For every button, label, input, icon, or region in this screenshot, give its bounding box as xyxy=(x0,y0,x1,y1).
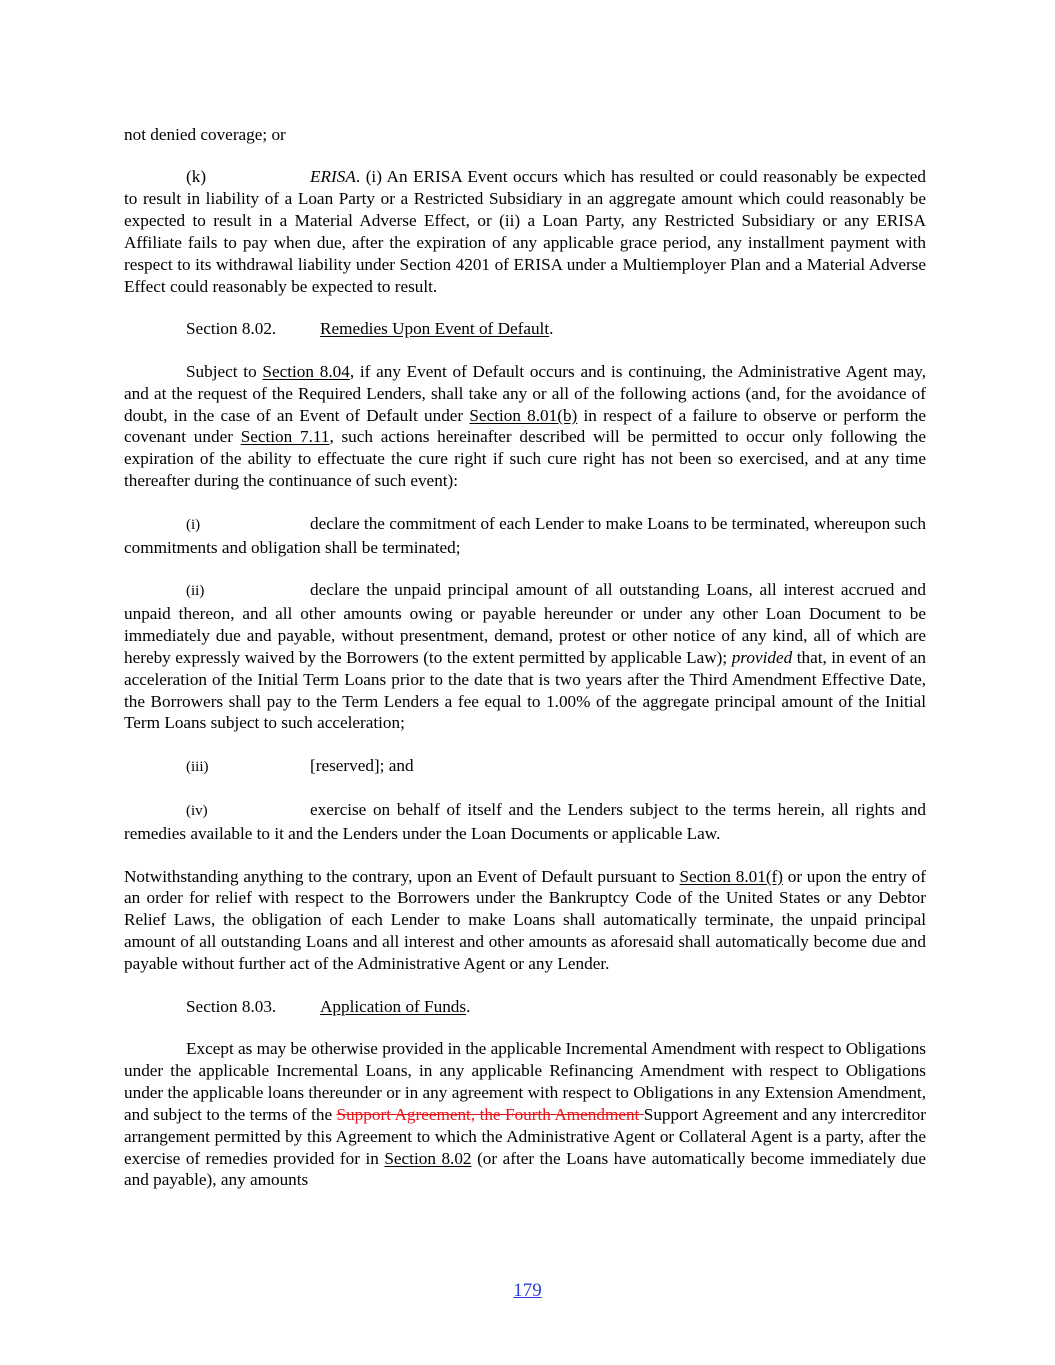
clause-iii xyxy=(124,755,926,779)
clause-ii xyxy=(124,579,926,734)
text-run: or upon the entry of an order for relief with respect to the Borrowers under the Bankruptcy Code of the United States or any Debtor Relief Laws, the obligation of each Lender to make Loans shall automatically terminate, the unpaid principal amount of all outstanding Loans and all interest and other amounts as aforesaid shall automatically become due and payable without further act of the Administrative Agent or any Lender. xyxy=(124,866,926,974)
provided-term: provided xyxy=(731,647,793,667)
text-run: Except as may be otherwise provided in the applicable Incremental Amendment with respect to Obligations under the applicable Incremental Loans, in any applicable Refinancing Amendment with respect to Obligations under the applicable loans thereunder or in any agreement with respect to Obligations in any Extension Amendment, and subject to the terms of the xyxy=(124,1039,926,1124)
clause-i-label: (i) xyxy=(186,516,201,533)
section-title-period: . xyxy=(549,319,554,339)
clause-k xyxy=(124,166,926,297)
paragraph-application-of-funds xyxy=(124,1038,926,1191)
clause-iv-label: (iv) xyxy=(186,803,208,820)
text-run: (or after the Loans have automatically become immediately due and payable), any amounts xyxy=(124,1148,926,1190)
clause-ii-label: (ii) xyxy=(186,583,205,599)
clause-k-label: (k) xyxy=(186,167,207,187)
text-run: , if any Event of Default occurs and is continuing, the Administrative Agent may, and at the request of the Required Lenders, shall take any or all of the following actions (and, for the avoidance of doubt, in the case of an Event of Default under xyxy=(124,361,926,425)
page-number[interactable]: 179 xyxy=(513,1280,542,1301)
document-page xyxy=(124,124,926,1212)
clause-k-text: . (i) An ERISA Event occurs which has resulted or could reasonably be expected to result in liability of a Loan Party or a Restricted Subsidiary in an aggregate amount which could reasonably be expected to result in a Material Adverse Effect, or (ii) a Loan Party, any Restricted Subsidiary or any ERISA Affiliate fails to pay when due, after the expiration of any applicable grace period, any installment payment with respect to its withdrawal liability under Section 4201 of ERISA under a Multiemployer Plan and a Material Adverse Effect could reasonably be expected to result. xyxy=(124,167,926,296)
text-run: , such actions hereinafter described will be permitted to occur only following the expiration of the ability to effectuate the cure right if such cure right has not been so exercised, and at any time thereafter during the continuance of such event): xyxy=(124,427,927,491)
text-run: Subject to xyxy=(186,361,263,381)
text-run: declare the unpaid principal amount of all outstanding Loans, all interest accrued and unpaid thereon, and all other amounts owing or payable hereunder or under any other Loan Document to be immediately due and payable, without presentment, demand, protest or other notice of any kind, all of which are hereby expressly waived by the Borrowers (to the extent permitted by applicable Law); xyxy=(124,580,926,667)
section-title: Remedies Upon Event of Default xyxy=(320,319,550,339)
section-title: Application of Funds xyxy=(320,996,467,1016)
section-reference: Section 8.04 xyxy=(262,361,350,381)
section-8-02-heading xyxy=(124,318,926,340)
section-reference: Section 7.11 xyxy=(240,427,330,447)
text-run: Support Agreement and any intercreditor arrangement permitted by this Agreement to which the Administrative Agent or Collateral Agent is a party, after the exercise of remedies provided for in xyxy=(124,1104,926,1168)
clause-i-text: declare the commitment of each Lender to make Loans to be terminated, whereupon such commitments and obligation shall be terminated; xyxy=(124,513,926,557)
text-run: Notwithstanding anything to the contrary, upon an Event of Default pursuant to xyxy=(124,866,680,886)
text-run: in respect of a failure to observe or perform the covenant under xyxy=(124,405,926,447)
clause-iv xyxy=(124,799,926,845)
clause-iii-label: (iii) xyxy=(186,758,209,775)
text-run: that, in event of an acceleration of the Initial Term Loans prior to the date that is two years after the Third Amendment Effective Date, the Borrowers shall pay to the Term Lenders a fee equal to 1.00% of the aggregate principal amount of the Initial Term Loans subject to such acceleration; xyxy=(124,647,927,733)
section-number: Section 8.02. xyxy=(186,319,277,339)
clause-k-title: ERISA xyxy=(310,167,356,187)
section-number: Section 8.03. xyxy=(186,996,277,1016)
paragraph-remedies xyxy=(124,361,926,492)
clause-iii-text: [reserved]; and xyxy=(310,755,414,775)
clause-iv-text: exercise on behalf of itself and the Lenders subject to the terms herein, all rights and remedies available to it and the Lenders under the Loan Documents or applicable Law. xyxy=(124,800,926,844)
section-8-03-heading xyxy=(124,996,926,1018)
section-reference: Section 8.01(b) xyxy=(469,405,578,425)
deleted-text: Support Agreement, the Fourth Amendment xyxy=(336,1104,644,1124)
clause-i xyxy=(124,513,926,559)
paragraph-continuation: not denied coverage; or xyxy=(124,125,286,144)
section-reference: Section 8.01(f) xyxy=(679,866,783,886)
paragraph-notwithstanding xyxy=(124,866,926,976)
section-reference: Section 8.02 xyxy=(384,1148,472,1168)
section-title-period: . xyxy=(466,996,471,1016)
